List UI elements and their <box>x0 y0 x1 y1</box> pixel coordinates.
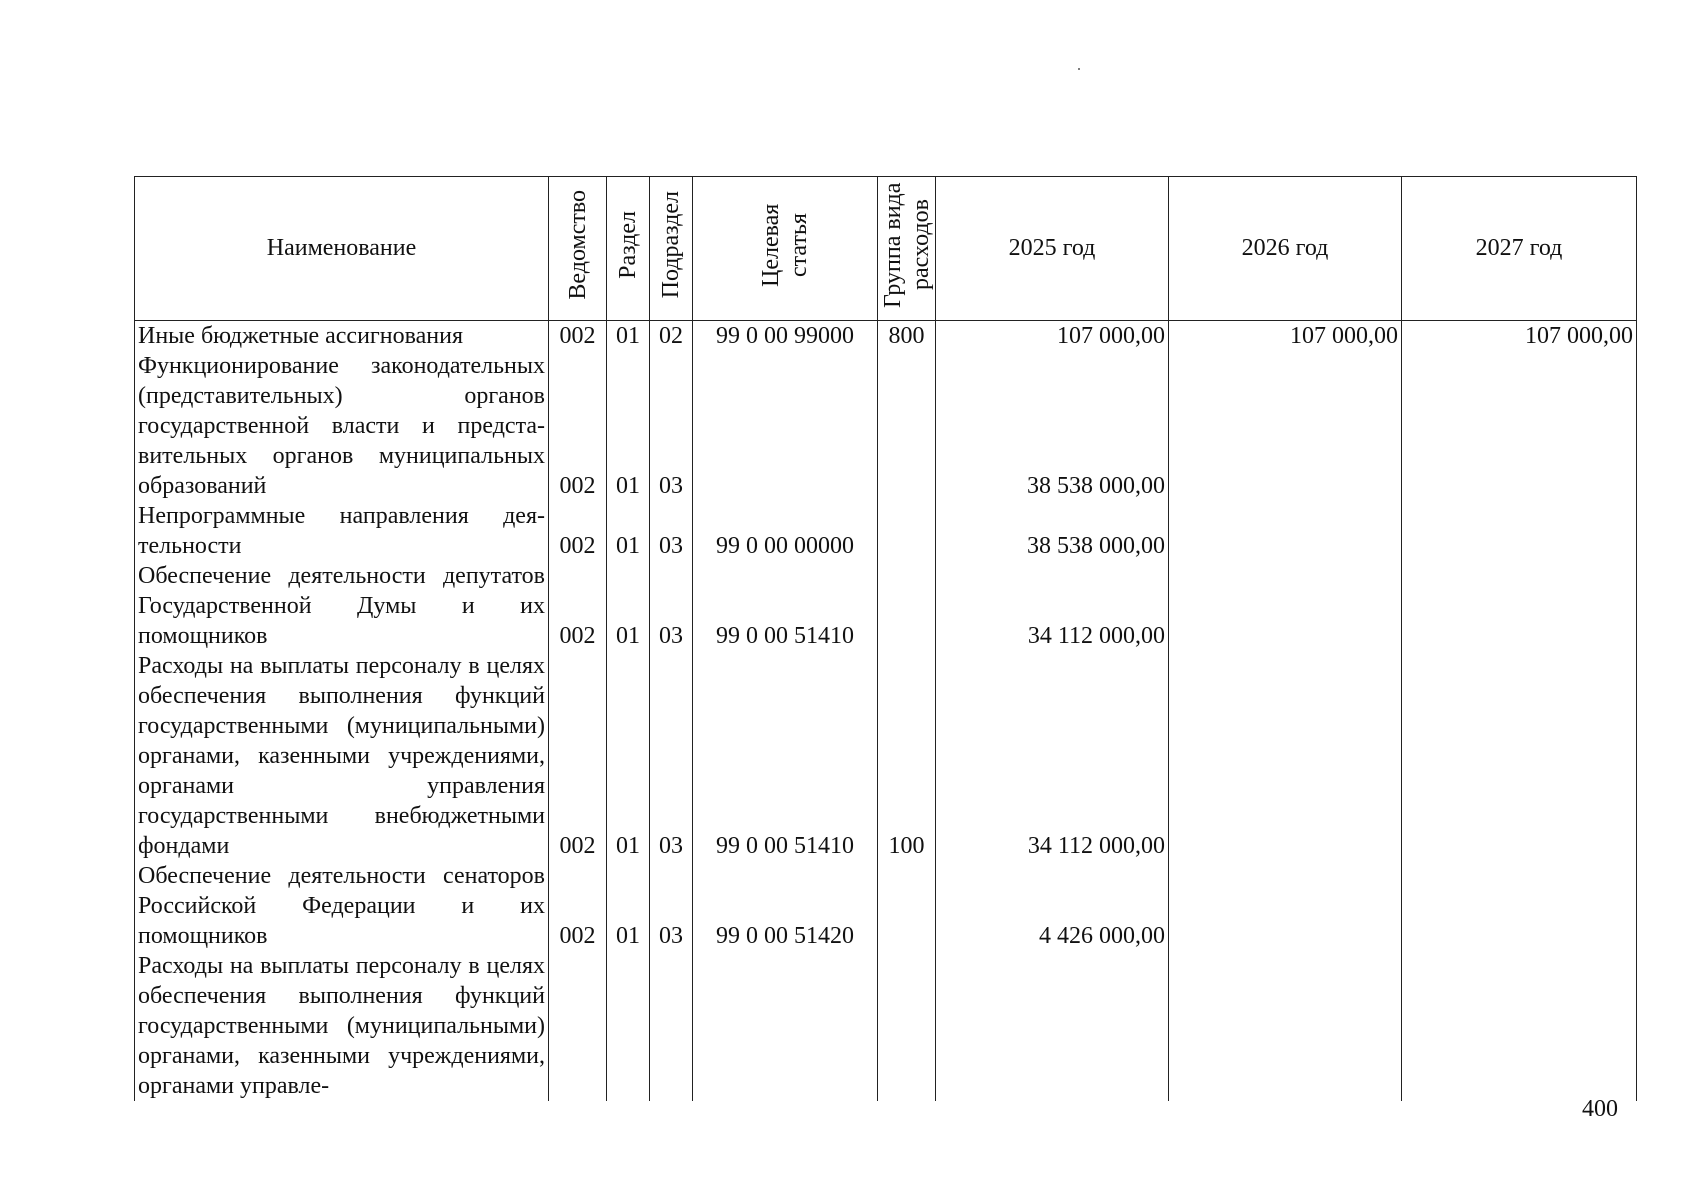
row-department: 002 <box>549 321 607 352</box>
header-year-2026: 2026 год <box>1169 177 1402 321</box>
row-expense-group: 800 <box>878 321 936 352</box>
row-name: Обеспечение деятельности депутатов Государственной Думы и их помощников <box>135 561 549 651</box>
row-target: 99 0 00 99000 <box>693 321 878 352</box>
table-row <box>135 561 1637 651</box>
table-row <box>135 501 1637 561</box>
table-row <box>135 651 1637 861</box>
row-expense-group <box>878 951 936 1101</box>
row-subsection <box>650 951 693 1101</box>
header-department: Ведомство <box>549 177 607 321</box>
row-amount-2026 <box>1169 651 1402 861</box>
row-expense-group <box>878 861 936 951</box>
row-name: Непрограммные направления деятельности <box>135 501 549 561</box>
row-amount-2027 <box>1402 861 1637 951</box>
table-row <box>135 321 1637 352</box>
row-subsection: 03 <box>650 501 693 561</box>
header-year-2025: 2025 год <box>936 177 1169 321</box>
row-section: 01 <box>607 651 650 861</box>
row-name: Иные бюджетные ассигнования <box>135 321 549 352</box>
header-subsection: Подраздел <box>650 177 693 321</box>
table-row <box>135 351 1637 501</box>
row-expense-group <box>878 561 936 651</box>
row-name: Функционирование законодательных (представительных) органов государственной власти и представительных органов муниципальных образований <box>135 351 549 501</box>
row-target: 99 0 00 51420 <box>693 861 878 951</box>
row-section: 01 <box>607 351 650 501</box>
header-section: Раздел <box>607 177 650 321</box>
row-amount-2025: 34 112 000,00 <box>936 561 1169 651</box>
row-amount-2026: 107 000,00 <box>1169 321 1402 352</box>
row-amount-2026 <box>1169 861 1402 951</box>
row-name: Обеспечение деятельности сенаторов Российской Федерации и их помощников <box>135 861 549 951</box>
row-subsection: 02 <box>650 321 693 352</box>
row-department: 002 <box>549 861 607 951</box>
table-header-row <box>135 177 1637 321</box>
scan-speck <box>1078 68 1080 70</box>
row-expense-group <box>878 351 936 501</box>
row-amount-2027: 107 000,00 <box>1402 321 1637 352</box>
row-amount-2027 <box>1402 651 1637 861</box>
row-subsection: 03 <box>650 861 693 951</box>
row-target: 99 0 00 51410 <box>693 651 878 861</box>
row-amount-2025 <box>936 951 1169 1101</box>
row-section: 01 <box>607 501 650 561</box>
row-amount-2027 <box>1402 501 1637 561</box>
row-department: 002 <box>549 351 607 501</box>
row-section: 01 <box>607 861 650 951</box>
row-subsection: 03 <box>650 651 693 861</box>
table-row <box>135 951 1637 1101</box>
row-amount-2026 <box>1169 951 1402 1101</box>
row-amount-2025: 38 538 000,00 <box>936 351 1169 501</box>
page-number: 400 <box>1582 1096 1618 1122</box>
row-expense-group <box>878 501 936 561</box>
row-amount-2027 <box>1402 351 1637 501</box>
header-year-2027: 2027 год <box>1402 177 1637 321</box>
row-target: 99 0 00 00000 <box>693 501 878 561</box>
row-target <box>693 351 878 501</box>
row-amount-2025: 4 426 000,00 <box>936 861 1169 951</box>
row-subsection: 03 <box>650 351 693 501</box>
row-subsection: 03 <box>650 561 693 651</box>
row-target: 99 0 00 51410 <box>693 561 878 651</box>
row-department: 002 <box>549 501 607 561</box>
header-expense-group: Группа вида расходов <box>878 177 936 321</box>
budget-table <box>134 176 1637 1101</box>
row-name: Расходы на выплаты персоналу в целях обеспечения выполнения функций государственными (муниципальными) органами, казенными учреждениями, органами управления государственными внебюджетными фондами <box>135 651 549 861</box>
row-section: 01 <box>607 561 650 651</box>
row-amount-2026 <box>1169 501 1402 561</box>
row-section <box>607 951 650 1101</box>
row-amount-2025: 34 112 000,00 <box>936 651 1169 861</box>
table-row <box>135 861 1637 951</box>
row-department: 002 <box>549 561 607 651</box>
row-name: Расходы на выплаты персоналу в целях обеспечения выполнения функций государственными (муниципальными) органами, казенными учреждениями, органами управле- <box>135 951 549 1101</box>
row-amount-2026 <box>1169 351 1402 501</box>
row-amount-2027 <box>1402 561 1637 651</box>
row-amount-2025: 107 000,00 <box>936 321 1169 352</box>
row-department: 002 <box>549 651 607 861</box>
header-name: Наименование <box>135 177 549 321</box>
row-amount-2026 <box>1169 561 1402 651</box>
row-department <box>549 951 607 1101</box>
row-expense-group: 100 <box>878 651 936 861</box>
row-amount-2025: 38 538 000,00 <box>936 501 1169 561</box>
header-target-article: Целевая статья <box>693 177 878 321</box>
row-target <box>693 951 878 1101</box>
row-amount-2027 <box>1402 951 1637 1101</box>
row-section: 01 <box>607 321 650 352</box>
